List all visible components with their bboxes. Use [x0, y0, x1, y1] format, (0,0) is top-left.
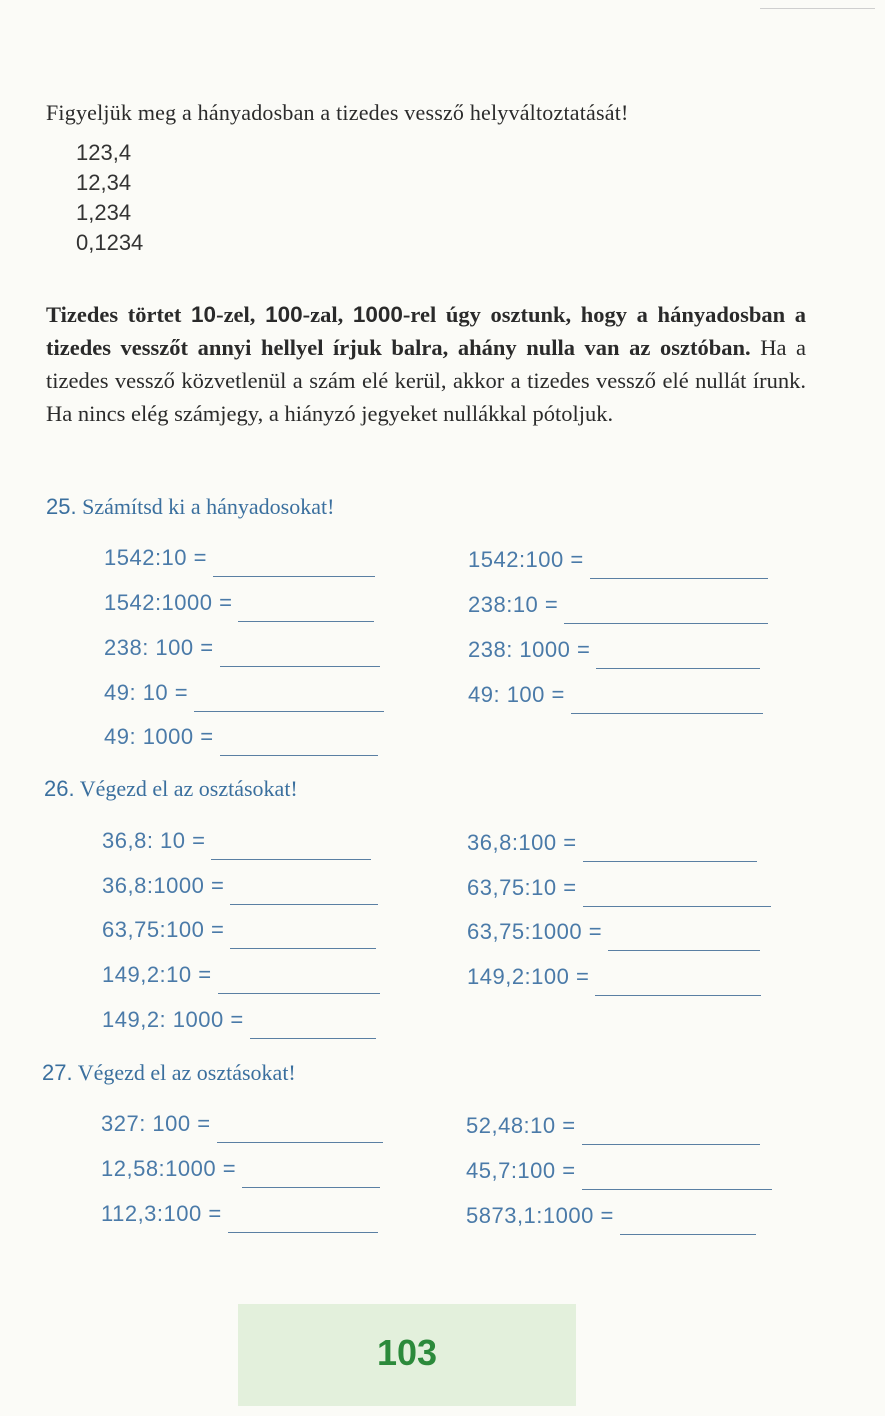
expression: 149,2: 1000 =: [102, 1007, 244, 1032]
answer-blank[interactable]: [230, 930, 376, 949]
answer-blank[interactable]: [228, 1214, 378, 1233]
answer-blank[interactable]: [571, 695, 763, 714]
answer-blank[interactable]: [220, 737, 378, 756]
number-item: 12,34: [76, 170, 132, 195]
exercise-27-title: [42, 1060, 296, 1086]
exercise-item: [466, 1113, 760, 1139]
expression: 238: 1000 =: [468, 637, 591, 662]
answer-blank[interactable]: [582, 1171, 772, 1190]
rule-bold-4: -rel úgy osztunk, hogy a hányadosban a tizedes vesszőt annyi hellyel írjuk balra, ahány nulla van az osztóban.: [46, 302, 807, 360]
answer-blank[interactable]: [220, 648, 380, 667]
answer-blank[interactable]: [230, 886, 378, 905]
number-item: 1,234: [76, 200, 132, 225]
exercise-item: [467, 964, 761, 990]
rule-bold-3: -zal,: [302, 302, 353, 327]
exercise-25-title: [46, 494, 334, 520]
rule-num-1000: 1000: [352, 302, 403, 327]
expression: 52,48:10 =: [466, 1113, 576, 1138]
answer-blank[interactable]: [238, 603, 374, 622]
exercise-item: [101, 1201, 378, 1227]
number-item: 123,4: [76, 140, 132, 165]
expression: 63,75:100 =: [102, 917, 225, 942]
number-item: 0,1234: [76, 230, 144, 255]
expression: 49: 10 =: [104, 680, 189, 705]
answer-blank[interactable]: [213, 558, 375, 577]
answer-blank[interactable]: [590, 560, 768, 579]
exercise-item: [101, 1111, 383, 1137]
answer-blank[interactable]: [620, 1216, 756, 1235]
exercise-item: [468, 682, 763, 708]
exercise-item: [468, 592, 768, 618]
answer-blank[interactable]: [596, 650, 760, 669]
exercise-item: [102, 873, 378, 899]
expression: 49: 1000 =: [104, 724, 214, 749]
exercise-item: [104, 545, 375, 571]
answer-blank[interactable]: [608, 932, 760, 951]
exercise-item: [104, 680, 384, 706]
expression: 36,8:1000 =: [102, 873, 225, 898]
exercise-item: [467, 830, 757, 856]
expression: 1542:10 =: [104, 545, 207, 570]
expression: 49: 100 =: [468, 682, 565, 707]
answer-blank[interactable]: [194, 693, 384, 712]
expression: 1542:1000 =: [104, 590, 233, 615]
page-number-box: [238, 1304, 576, 1406]
exercise-item: [466, 1203, 756, 1229]
exercise-number: 26.: [44, 776, 75, 801]
exercise-item: [102, 828, 371, 854]
exercise-item: [101, 1156, 380, 1182]
answer-blank[interactable]: [583, 843, 757, 862]
expression: 149,2:100 =: [467, 964, 590, 989]
expression: 5873,1:1000 =: [466, 1203, 614, 1228]
rule-bold-2: -zel,: [216, 302, 266, 327]
expression: 63,75:10 =: [467, 875, 577, 900]
answer-blank[interactable]: [218, 975, 380, 994]
top-rule: [760, 8, 875, 9]
exercise-title-text: Végezd el az osztásokat!: [72, 1060, 296, 1085]
exercise-number: 25.: [46, 494, 77, 519]
expression: 238: 100 =: [104, 635, 214, 660]
exercise-item: [467, 875, 771, 901]
answer-blank[interactable]: [564, 605, 768, 624]
exercise-title-text: Számítsd ki a hányadosokat!: [76, 494, 335, 519]
rule-num-10: 10: [191, 302, 217, 327]
expression: 36,8:100 =: [467, 830, 577, 855]
expression: 238:10 =: [468, 592, 559, 617]
expression: 45,7:100 =: [466, 1158, 576, 1183]
exercise-title-text: Végezd el az osztásokat!: [74, 776, 298, 801]
intro-text: Figyeljük meg a hányadosban a tizedes vessző helyváltoztatását!: [46, 100, 629, 125]
answer-blank[interactable]: [250, 1020, 376, 1039]
page-number: 103: [376, 1332, 438, 1373]
answer-blank[interactable]: [242, 1169, 380, 1188]
answer-blank[interactable]: [217, 1124, 383, 1143]
rule-paragraph: [46, 298, 806, 430]
exercise-item: [468, 637, 760, 663]
answer-blank[interactable]: [211, 841, 371, 860]
exercise-item: [468, 547, 768, 573]
expression: 12,58:1000 =: [101, 1156, 237, 1181]
exercise-item: [102, 917, 376, 943]
number-list: [76, 138, 143, 258]
answer-blank[interactable]: [595, 977, 761, 996]
answer-blank[interactable]: [582, 1126, 760, 1145]
expression: 149,2:10 =: [102, 962, 212, 987]
exercise-item: [466, 1158, 772, 1184]
expression: 36,8: 10 =: [102, 828, 206, 853]
exercise-26-title: [44, 776, 298, 802]
exercise-item: [467, 919, 760, 945]
expression: 112,3:100 =: [101, 1201, 222, 1226]
answer-blank[interactable]: [583, 888, 771, 907]
rule-bold-1: Tizedes törtet: [46, 302, 192, 327]
expression: 63,75:1000 =: [467, 919, 603, 944]
rule-num-100: 100: [265, 302, 303, 327]
expression: 327: 100 =: [101, 1111, 211, 1136]
exercise-item: [104, 635, 380, 661]
rule-plain: Ha a tizedes vessző közvetlenül a szám elé kerül, akkor a tizedes vessző elé nullát írunk. Ha nincs elég számjegy, a hiányzó jegyeket nullákkal pótoljuk.: [46, 335, 806, 426]
exercise-item: [102, 962, 380, 988]
exercise-item: [104, 590, 374, 616]
expression: 1542:100 =: [468, 547, 584, 572]
exercise-item: [102, 1007, 376, 1033]
exercise-item: [104, 724, 378, 750]
exercise-number: 27.: [42, 1060, 73, 1085]
